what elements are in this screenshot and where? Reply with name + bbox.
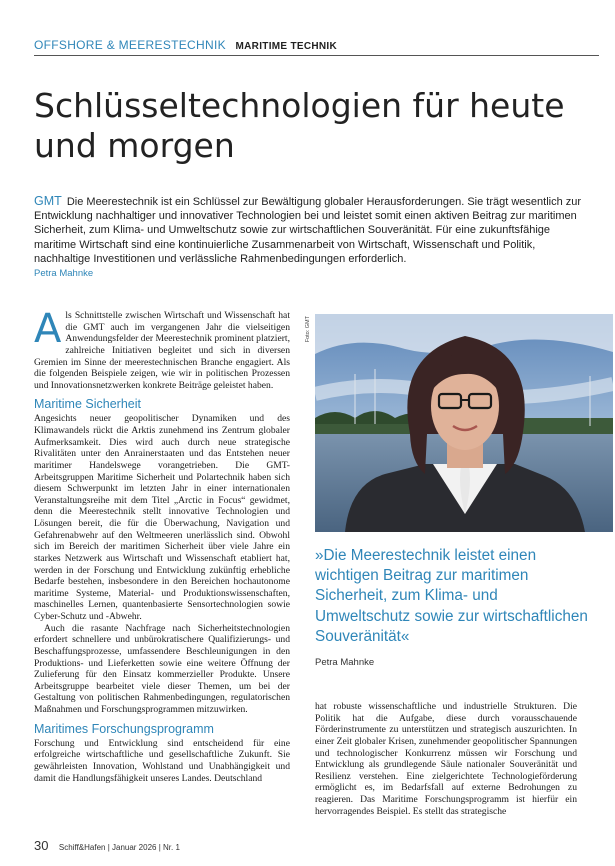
drop-cap: A bbox=[34, 306, 62, 352]
page-number: 30 bbox=[34, 838, 49, 853]
article-author: Petra Mahnke bbox=[34, 268, 94, 279]
subheading-sicherheit: Maritime Sicherheit bbox=[34, 397, 141, 412]
section-label bbox=[34, 38, 599, 52]
section-title: OFFSHORE & MEERESTECHNIK bbox=[34, 38, 226, 52]
paragraph-forschung-1: Forschung und Entwicklung sind entscheidend für eine erfolgreiche wirtschaftliche und gesellschaftliche Zukunft. Sie gewährleisten Innovation, Wohlstand und Unabhängigkeit und damit die Handlungsfähigkeit unseres Landes. Deutschland bbox=[34, 737, 290, 784]
portrait-illustration bbox=[315, 314, 613, 532]
intro-paragraph bbox=[34, 306, 290, 391]
article-title-line2: und morgen bbox=[34, 126, 235, 165]
paragraph-sicherheit-1: Angesichts neuer geopolitischer Dynamiken und des Klimawandels rückt die Arktis zunehmend ins Zentrum globaler Aufmerksamkeit. Dies wird auch durch neue strategische Rivalitäten unter den Anrainerstaaten und das Entstehen neuer maritimer Handelswege vorangetrieben. Die GMT-Arbeitsgruppen Maritime Sicherheit und Polartechnik haben sich diesem Schwerpunkt im letzten Jahr in einer internationalen Veranstaltungsreihe mit dem Titel „Arctic in Focus“ gewidmet, denn die Meerestechnik stellt innovative Technologien und Lösungen bereit, die für die Überwachung, Navigation und Gefahrenabwehr auf den Weltmeeren unerlässlich sind. Obwohl sich im Bereich der maritimen Sicherheit über viele Jahre ein starkes Netzwerk aus Wirtschaft und Wissenschaft etabliert hat, werden in der Forschung und Entwicklung zukünftig erhebliche Bedarfe bestehen, insbesondere in den Bereichen hochautonome maritime Systeme, Material- und Produktionswissenschaften, maschinelles Lernen, quantenbasierte Sensortechnologien sowie Cyber-Schutz und -Abwehr. bbox=[34, 413, 290, 622]
article-title bbox=[34, 86, 594, 166]
lead-text: Die Meerestechnik ist ein Schlüssel zur Bewältigung globaler Herausforderungen. Sie trägt wesentlich zur Entwicklung nachhaltiger und innovativer Technologien bei und leistet somit einen aktiven Beitrag zur maritimen Sicherheit, zum Klima- und Umweltschutz sowie zur wirtschaftlichen Souveränität. Für eine zukunftsfähige maritime Wirtschaft sind eine kontinuierliche Zusammenarbeit von Wirtschaft, Wissenschaft und Politik, nachhaltige Investitionen und verlässliche Rahmenbedingungen erforderlich. bbox=[34, 196, 582, 265]
column-left bbox=[34, 306, 290, 784]
paragraph-sicherheit-2: Auch die rasante Nachfrage nach Sicherheitstechnologien erfordert schnellere und unbürokratischere Qualifizierungs- und Beschaffungsprozesse, umfassendere Beschleunigungen in den Produktions- und Lieferketten sowie eine weitere Öffnung der Zulieferung für den Einsatz kommerzieller Produkte. Unsere Arbeitsgruppe bearbeitet viele dieser Themen, um bei der Gestaltung von politischen Rahmenbedingungen, regulatorischen Maßnahmen und Forschungsprogrammen mitzuwirken. bbox=[34, 622, 290, 715]
column-right bbox=[315, 701, 577, 817]
quote-author: Petra Mahnke bbox=[315, 657, 375, 668]
portrait-photo bbox=[315, 314, 613, 532]
article-title-line1: Schlüsseltechnologien für heute bbox=[34, 86, 565, 125]
intro-text: ls Schnittstelle zwischen Wirtschaft und Wissenschaft hat die GMT auch im vergangenen Jahr die vielseitigen Anwendungsfelder der Meerestechnik prominent platziert, zahlreiche Initiativen begleitet und sich in diversen Gremien im Sinne der meerestechnischen Branche engagiert. Als die folgenden Beispiele zeigen, wie wir in politischen Prozessen und Innovationsnetzwerken konkrete Beiträge geleistet haben. bbox=[34, 310, 290, 391]
article-lead bbox=[34, 194, 582, 266]
issue-info: Schiff&Hafen | Januar 2026 | Nr. 1 bbox=[58, 843, 180, 852]
subheading-forschungsprogramm: Maritimes Forschungsprogramm bbox=[34, 721, 214, 736]
subsection-title: MARITIME TECHNIK bbox=[235, 41, 337, 52]
page-footer bbox=[34, 837, 180, 855]
header-rule bbox=[34, 55, 599, 56]
lead-tag: GMT bbox=[34, 194, 62, 208]
pull-quote: »Die Meerestechnik leistet einen wichtigen Beitrag zur maritimen Sicherheit, zum Klima- und Umweltschutz sowie zur wirtschaftlichen Souveränität« bbox=[315, 547, 588, 645]
paragraph-forschung-2: hat robuste wissenschaftliche und industrielle Strukturen. Die Politik hat die Aufgabe, diese durch vorausschauende Förderinstrumente zu unterstützen und strategisch auszurichten. In einer Zeit globaler Krisen, zunehmender geopolitischer Spannungen und technologischer Konkurrenz müssen wir Forschung und Entwicklung als grundlegende Säule nationaler Souveränität und Resilienz verstehen. Eine zielgerichtete Technologieförderung ermöglicht es, im Bedarfsfall auf externe Bedrohungen zu reagieren. Das Maritime Forschungsprogramm ist hierfür ein hervorragendes Beispiel. Es stellt das strategische bbox=[315, 701, 577, 817]
photo-credit: Foto: GMT bbox=[305, 316, 311, 343]
